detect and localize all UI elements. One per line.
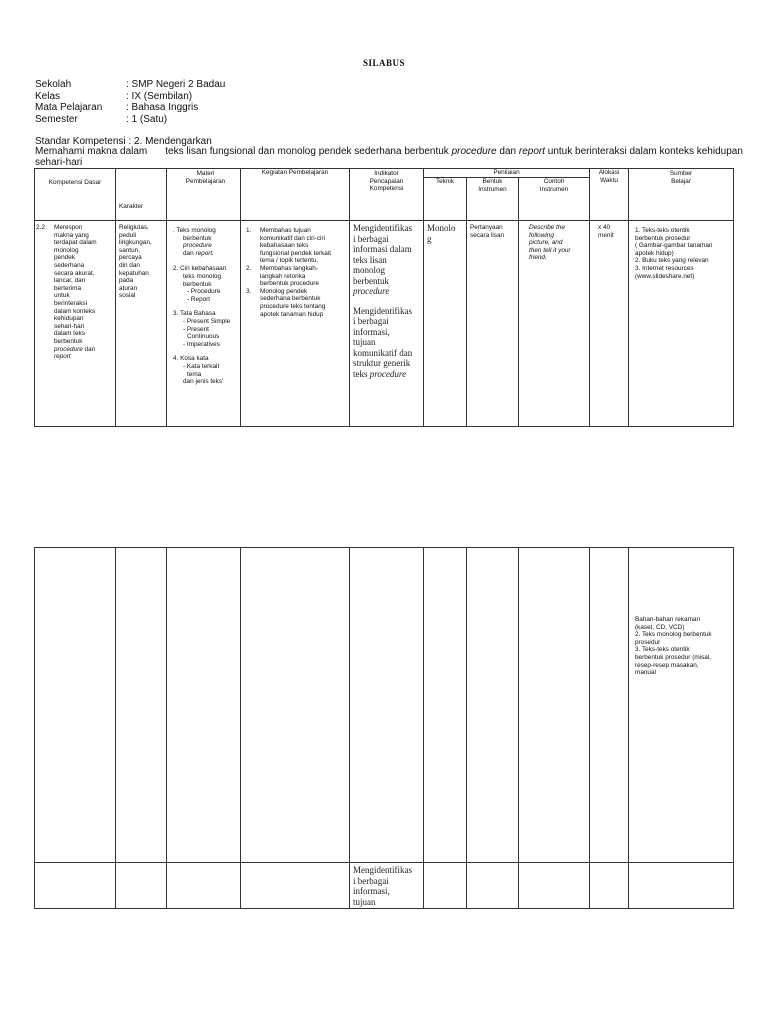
indikator-line: i berbagai <box>353 875 389 886</box>
header-karakter: Karakter <box>116 169 167 221</box>
contoh-line: friend. <box>529 254 547 262</box>
kegiatan-line: fungsional pendek terkait <box>260 249 332 257</box>
header-alokasi: Alokasi Waktu <box>590 169 629 221</box>
materi-line: dan <box>183 249 196 257</box>
materi-line: tema <box>187 370 202 378</box>
std-ital: report <box>518 146 545 157</box>
karakter-line: kepatuhan <box>119 269 149 277</box>
info-label: Mata Pelajaran <box>35 102 103 113</box>
info-value: : IX (Sembilan) <box>126 91 193 102</box>
sumber-line: (www.slideshare.net) <box>635 272 695 280</box>
cell-kompetensi <box>35 221 116 427</box>
std-text: teks lisan fungsional dan monolog pendek sederhana berbentuk <box>165 146 449 157</box>
contoh-line: following <box>529 231 554 239</box>
indikator-line: procedure <box>353 286 390 296</box>
cell-sumber <box>629 221 734 427</box>
std-text: dan <box>496 146 519 157</box>
standard-competency-title: Standar Kompetensi : 2. Mendengarkan <box>35 136 212 147</box>
kompetensi-line: secara akurat, <box>54 269 95 277</box>
materi-line: - Present <box>183 325 209 333</box>
indikator-line: procedure <box>369 368 407 379</box>
std-text: untuk berinteraksi dalam konteks kehidupan <box>545 146 743 157</box>
info-label: Sekolah <box>35 79 72 90</box>
kompetensi-line: Merespon <box>54 224 83 231</box>
syllabus-table <box>34 168 734 427</box>
karakter-line: Religiutas, <box>119 224 149 231</box>
materi-line: teks monolog <box>183 272 222 280</box>
materi-line: procedure <box>183 242 212 250</box>
kompetensi-number: 2.2 <box>36 224 45 231</box>
cell-teknik <box>424 221 467 427</box>
cell-empty <box>116 548 167 863</box>
kompetensi-line: monolog <box>54 246 79 254</box>
header-teknik: Teknik <box>424 178 467 221</box>
kompetensi-line: dalam teks <box>54 330 85 338</box>
indikator-line: teks lisan <box>353 254 387 265</box>
indikator-line: informasi, <box>353 886 390 896</box>
sumber-line: 1. Teks-teks otentik <box>635 227 690 234</box>
indikator-line: i berbagai <box>353 233 389 244</box>
sumber-line: 3. Internet resources <box>635 264 694 272</box>
karakter-line: pada <box>119 277 134 285</box>
indikator-line: tujuan <box>353 896 376 907</box>
sumber-line: apotek hidup) <box>635 249 674 257</box>
kompetensi-line: lancar, dan <box>54 277 86 285</box>
cell-empty <box>629 863 734 909</box>
kompetensi-line: makna yang <box>54 231 89 239</box>
indikator-line: tujuan <box>353 337 376 347</box>
cell-empty <box>424 863 467 909</box>
sumber-line: 2. Buku teks yang relevan <box>635 257 709 265</box>
cell-kegiatan <box>241 221 350 427</box>
karakter-line: aturan <box>119 284 138 292</box>
kegiatan-line: langkah retorika <box>260 272 306 280</box>
sumber-line: (kaset, CD, VCD) <box>635 623 685 631</box>
syllabus-table-continued <box>34 547 734 909</box>
cell-sumber-cont <box>629 548 734 863</box>
kegiatan-line: Monolog pendek <box>260 287 308 295</box>
materi-line: dan jenis teks' <box>183 378 224 386</box>
bentuk-line: secara lisan <box>470 231 505 239</box>
cell-empty <box>590 863 629 909</box>
info-value: : 1 (Satu) <box>126 114 168 125</box>
sumber-line: berbentuk prosedur <box>635 234 691 242</box>
karakter-line: lingkungan, <box>119 239 152 247</box>
indikator-line: berbentuk <box>353 275 389 286</box>
indikator-line: monolog <box>353 265 386 275</box>
std-text: sehari-hari <box>35 157 83 168</box>
contoh-line: Describe the <box>529 224 565 231</box>
materi-line: report. <box>195 249 214 257</box>
cell-empty <box>590 548 629 863</box>
kompetensi-line: pendek <box>54 254 75 262</box>
cell-empty <box>35 863 116 909</box>
cell-empty <box>467 548 519 863</box>
materi-line: berbentuk <box>183 280 212 288</box>
indikator-line: i berbagai <box>353 316 389 326</box>
contoh-line: then tell it your <box>529 246 571 254</box>
kegiatan-number: 1. <box>246 227 252 234</box>
kompetensi-line: kehidupan <box>54 315 84 323</box>
alokasi-line: menit <box>598 231 614 239</box>
kegiatan-item <box>246 288 349 318</box>
contoh-line: picture, and <box>529 239 563 247</box>
bentuk-line: Pertanyaan <box>470 224 503 231</box>
cell-empty <box>519 863 590 909</box>
cell-bentuk <box>467 221 519 427</box>
std-ital: procedure <box>451 146 497 157</box>
cell-alokasi <box>590 221 629 427</box>
cell-empty <box>35 548 116 863</box>
header-sumber: Sumber Belajar <box>629 169 734 221</box>
kompetensi-ital: procedure <box>54 345 83 353</box>
cell-empty <box>241 863 350 909</box>
karakter-line: santun, <box>119 246 140 254</box>
kegiatan-item <box>246 227 349 265</box>
alokasi-line: x 40 <box>598 224 611 231</box>
kompetensi-line: berbentuk <box>54 337 83 345</box>
cell-indikator-cont <box>350 863 424 909</box>
kompetensi-line: dalam konteks <box>54 307 96 315</box>
materi-line: 4. Kosa kata <box>173 355 209 363</box>
header-contoh: Contoh Instrumen <box>519 178 590 221</box>
kegiatan-line: apotek tanaman hidup <box>260 310 324 318</box>
header-materi: Materi Pembelajaran <box>167 169 241 221</box>
document-title: SILABUS <box>362 58 406 68</box>
indikator-line: Mengidentifikas <box>353 865 412 875</box>
kompetensi-line: sederhana <box>54 261 85 269</box>
info-label: Kelas <box>35 91 61 102</box>
kegiatan-line: kebahasaan teks <box>260 242 309 250</box>
std-text: Memahami makna dalam <box>35 146 148 157</box>
materi-line: - Imperatives <box>183 340 220 348</box>
materi-line: . Teks monolog <box>173 227 216 234</box>
kompetensi-line: berinteraksi <box>54 299 88 307</box>
kegiatan-line: komunikatif dan ciri-ciri <box>260 234 325 242</box>
materi-line: 3. Tata Bahasa <box>173 310 216 318</box>
info-label: Semester <box>35 114 78 125</box>
sumber-line: manual <box>635 669 656 677</box>
materi-line: - Kata terkait <box>183 362 220 370</box>
cell-karakter <box>116 221 167 427</box>
info-value: : SMP Negeri 2 Badau <box>126 79 226 90</box>
kompetensi-line: untuk <box>54 292 70 300</box>
info-value: : Bahasa Inggris <box>126 102 199 113</box>
kegiatan-line: tema / topik tertentu. <box>260 257 319 265</box>
indikator-line: informasi dalam <box>353 244 412 254</box>
kegiatan-line: Membahas tujuan <box>260 227 311 234</box>
sumber-line: prosedur <box>635 638 661 646</box>
karakter-line: diri dan <box>119 261 140 269</box>
karakter-line: percaya <box>119 254 142 262</box>
kegiatan-number: 3. <box>246 287 252 295</box>
header-bentuk: Bentuk Instrumen <box>467 178 519 221</box>
kompetensi-text: dan <box>82 345 96 353</box>
header-penilaian: Penilaian <box>424 169 590 178</box>
sumber-line: ( Gambar-gambar tanaman <box>635 242 713 250</box>
kegiatan-line: berbentuk procedure <box>260 280 319 288</box>
materi-line: - Present Simple <box>183 317 231 325</box>
kompetensi-ital: report <box>54 353 71 361</box>
indikator-line: informasi, <box>353 326 390 337</box>
kompetensi-line: terdapat dalam <box>54 239 97 247</box>
sumber-line: berbentuk prosedur (misal, <box>635 653 712 661</box>
cell-empty <box>116 863 167 909</box>
kegiatan-line: sederhana berbentuk <box>260 295 321 303</box>
sumber-line: resep-resep masakan, <box>635 661 699 669</box>
sumber-line: 2. Teks monolog berbentuk <box>635 631 712 639</box>
cell-empty <box>167 548 241 863</box>
indikator-line: komunikatif dan <box>353 347 413 358</box>
karakter-line: sosial <box>119 292 136 300</box>
cell-empty <box>167 863 241 909</box>
indikator-line: Mengidentifikas <box>353 223 412 233</box>
kegiatan-number: 2. <box>246 264 252 272</box>
materi-line: berbentuk <box>183 234 212 242</box>
teknik-line: Monolo <box>427 223 456 233</box>
kegiatan-line: procedure teks tentang <box>260 302 326 310</box>
kegiatan-line: Membahas langkah- <box>260 264 318 272</box>
sumber-line: 3. Teks-teks otentik <box>635 646 690 654</box>
header-indikator: Indikator Pencapaian Kompetensi <box>350 169 424 221</box>
indikator-line: struktur generik <box>353 358 411 368</box>
cell-indikator <box>350 221 424 427</box>
karakter-line: peduli <box>119 231 137 239</box>
indikator-line: Mengidentifikas <box>353 305 412 316</box>
standard-competency-text <box>35 146 765 168</box>
cell-contoh <box>519 221 590 427</box>
cell-empty <box>350 548 424 863</box>
cell-empty <box>241 548 350 863</box>
teknik-line: g <box>427 233 432 244</box>
cell-empty <box>519 548 590 863</box>
indikator-line: teks <box>353 368 370 379</box>
kompetensi-line: berterima <box>54 284 81 292</box>
materi-line: Continuous <box>187 333 220 341</box>
materi-line: - Procedure <box>187 288 221 296</box>
cell-materi <box>167 221 241 427</box>
kompetensi-line: sehari-hari <box>54 322 85 330</box>
header-kegiatan: Kegiatan Pembelajaran <box>241 169 350 221</box>
cell-empty <box>467 863 519 909</box>
header-kompetensi-dasar: Kompetensi Dasar <box>35 169 116 221</box>
materi-line: - Report <box>187 295 211 303</box>
materi-line: 2. Ciri kebahasaan <box>173 265 227 273</box>
kegiatan-item <box>246 265 349 288</box>
sumber-line: Bahan-bahan rekaman <box>635 616 701 623</box>
cell-empty <box>424 548 467 863</box>
